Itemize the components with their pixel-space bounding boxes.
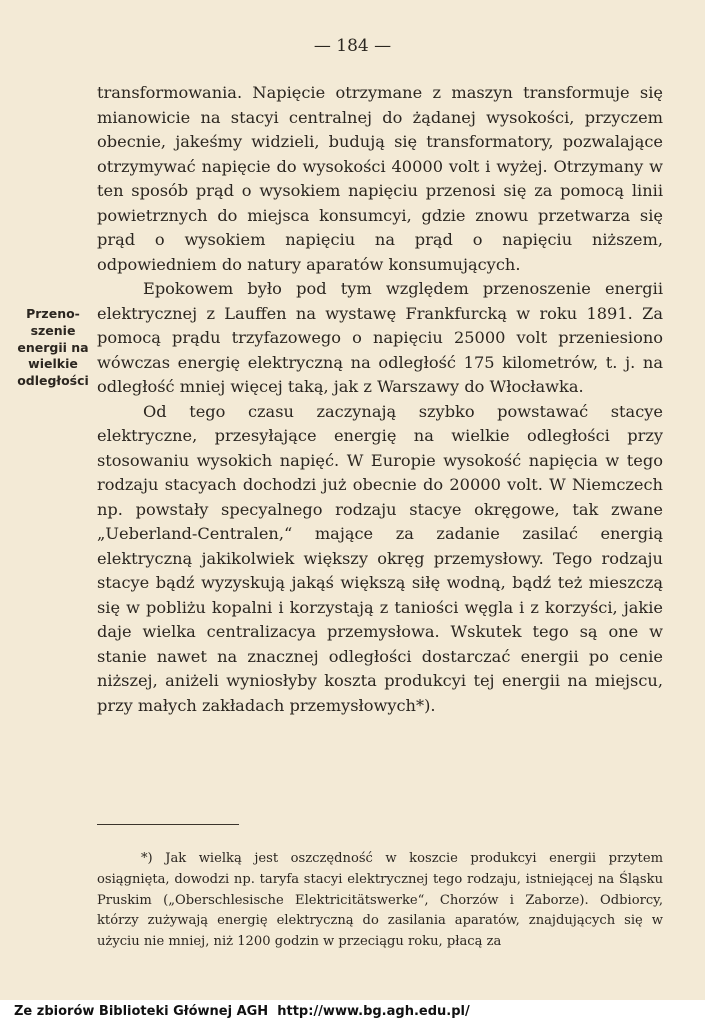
paragraph: transformowania. Napięcie otrzymane z maszyn transformuje się mianowicie na stacyi centralnej do żądanej wysokości, przyczem obecnie, jakeśmy widzieli, budują się transformatory, pozwalające otrzymywać napięcie do wysokości 40000 volt i wyżej. Otrzymany w ten sposób prąd o wysokiem napięciu przenosi się za pomocą linii powietrznych do miejsca konsumcyi, gdzie znowu przetwarza się prąd o wysokiem napięciu na prąd o napięciu niższem, odpowiedniem do natury aparatów konsumujących.	[97, 83, 663, 274]
footer-text: Ze zbiorów Biblioteki Głównej AGH	[14, 1004, 269, 1019]
footer-bar	[0, 1000, 705, 1024]
margin-note-line: odległości	[17, 373, 89, 389]
paragraph: Od tego czasu zaczynają szybko powstawać stacye elektryczne, przesyłające energię na wielkie odległości przy stosowaniu wysokich napięć. W Europie wysokość napięcia w tego rodzaju stacyach dochodzi już obecnie do 20000 volt. W Niemczech np. powstały specyalnego rodzaju stacye okręgowe, tak zwane „Ueberland-Centralen,“ mające za zadanie zasilać energią elektryczną jakikolwiek większy okręg przemysłowy. Tego rodzaju stacye bądź wyzyskują jakąś większą siłę wodną, bądź też mieszczą się w pobliżu kopalni i korzystają z taniości węgla i z korzyści, jakie daje wielka centralizacya przemysłowa. Wskutek tego są one w stanie nawet na znacznej odległości dostarczać energii po cenie niższej, aniżeli wyniosłyby koszta produkcyi tej energii na miejscu, przy małych zakładach przemysłowych*).	[97, 401, 663, 715]
body-text	[97, 81, 663, 718]
margin-note-line: Przeno-	[26, 306, 80, 321]
page-number: — 184 —	[313, 36, 392, 56]
margin-note-line: szenie	[30, 322, 76, 338]
margin-note-line: wielkie	[28, 356, 78, 372]
footer-link[interactable]: http://www.bg.agh.edu.pl/	[277, 1004, 470, 1019]
margin-note-line: energii na	[17, 339, 89, 355]
footnote: *) Jak wielką jest oszczędność w koszcie produkcyi energii przytem osiągnięta, dowodzi np. taryfa stacyi elektrycznej tego rodzaju, istniejącej na Śląsku Pruskim („Oberschlesische Elektricitätswerke“, Chorzów i Zaborze). Odbiorcy, którzy zużywają energię elektryczną do zasilania aparatów, znajdujących się w użyciu nie mniej, niż 1200 godzin w przeciągu roku, płacą za	[97, 851, 663, 950]
margin-note	[10, 306, 96, 390]
paragraph: Epokowem było pod tym względem przenoszenie energii elektrycznej z Lauffen na wystawę Frankfurcką w roku 1891. Za pomocą prądu trzyfazowego o napięciu 25000 volt przeniesiono wówczas energię elektryczną na odległość 175 kilometrów, t. j. na odległość mniej więcej taką, jak z Warszawy do Włocławka.	[97, 279, 663, 396]
footnote-divider	[97, 824, 239, 825]
